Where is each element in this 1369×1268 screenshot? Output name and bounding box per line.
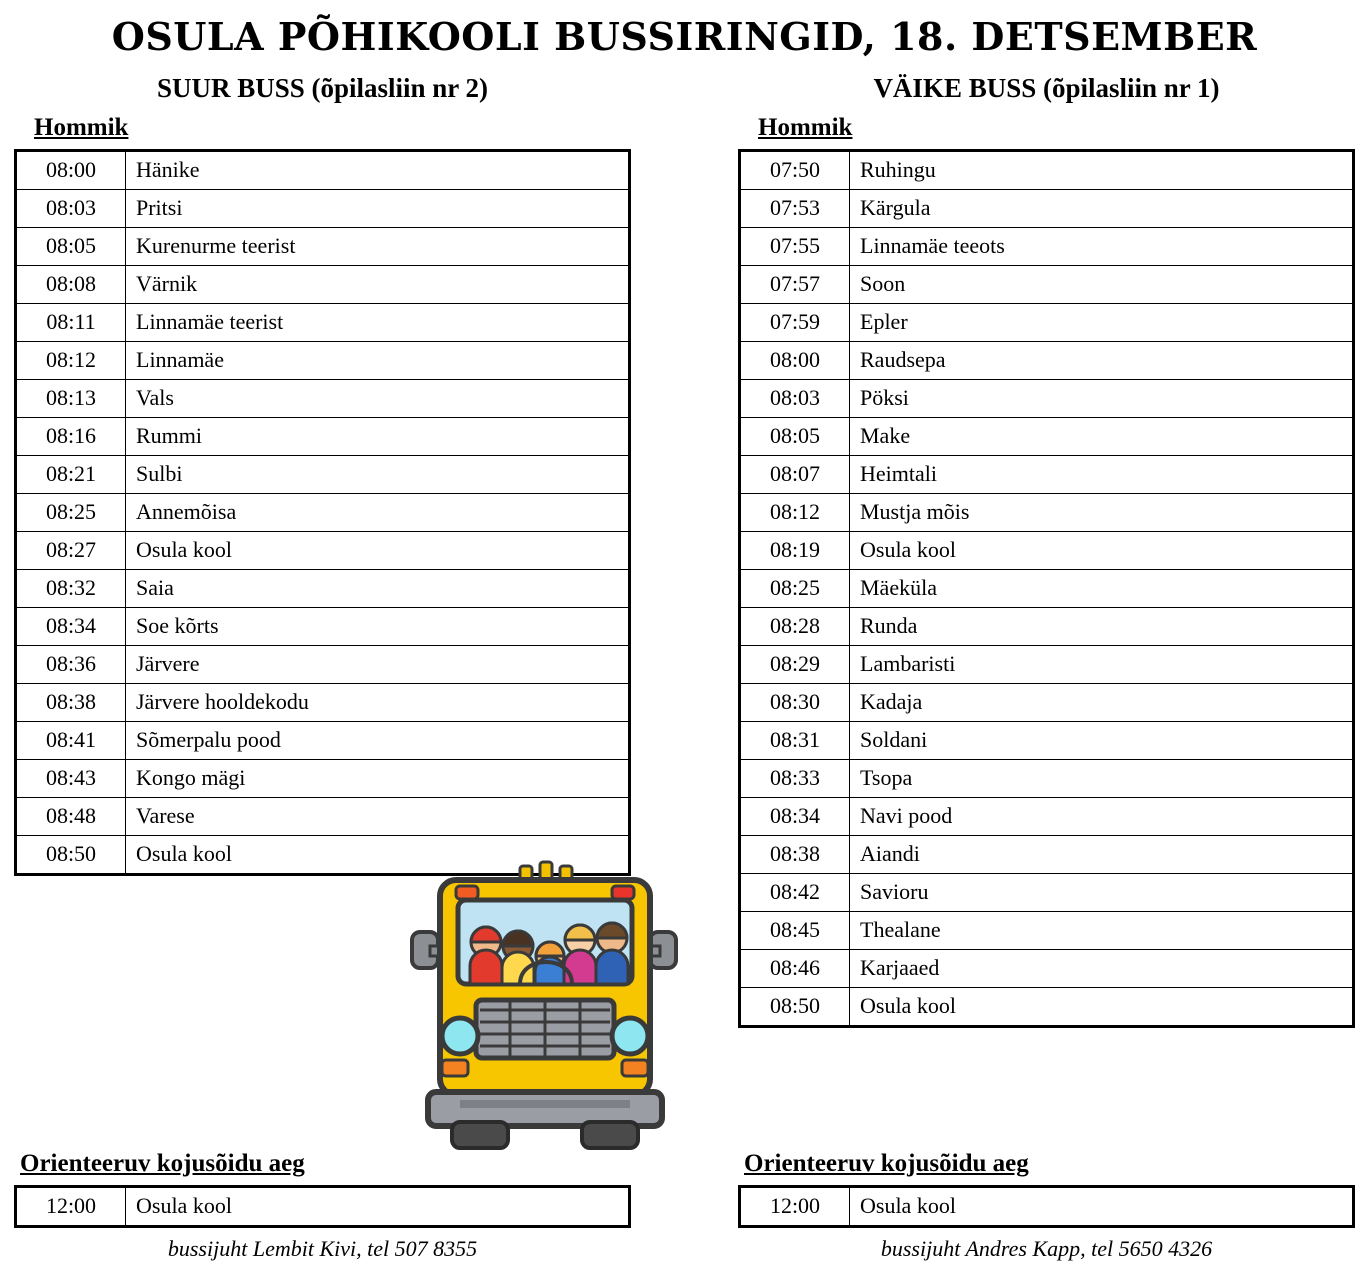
table-row [16,836,630,875]
stop-time: 08:42 [740,874,850,912]
stop-place: Pöksi [850,380,1354,418]
stop-time: 08:12 [16,342,126,380]
small-bus-return-table [738,1185,1355,1228]
stop-place: Vals [126,380,630,418]
stop-time: 08:21 [16,456,126,494]
stop-place: Sõmerpalu pood [126,722,630,760]
stop-time: 08:19 [740,532,850,570]
stop-place: Mäeküla [850,570,1354,608]
stop-time: 08:32 [16,570,126,608]
table-row [16,151,630,190]
table-row [16,190,630,228]
table-row [740,836,1354,874]
stop-time: 07:53 [740,190,850,228]
table-row [740,190,1354,228]
big-bus-morning-label: Hommik [34,114,129,141]
stop-place: Varese [126,798,630,836]
small-bus-morning-label: Hommik [758,114,853,141]
table-row [740,608,1354,646]
table-row [740,722,1354,760]
stop-time: 08:34 [740,798,850,836]
stop-time: 08:05 [16,228,126,266]
table-row [740,1187,1354,1227]
small-bus-return-label: Orienteeruv kojusõidu aeg [744,1150,1029,1177]
stop-place: Kongo mägi [126,760,630,798]
table-row [740,646,1354,684]
stop-place: Ruhingu [850,151,1354,190]
big-bus-morning-table [14,149,631,876]
stop-place: Osula kool [850,988,1354,1027]
stop-place: Karjaaed [850,950,1354,988]
stop-time: 08:38 [16,684,126,722]
stop-time: 08:30 [740,684,850,722]
stop-time: 08:46 [740,950,850,988]
table-row [16,342,630,380]
stop-place: Osula kool [850,532,1354,570]
stop-time: 07:55 [740,228,850,266]
stop-time: 08:43 [16,760,126,798]
stop-place: Raudsepa [850,342,1354,380]
stop-place: Annemõisa [126,494,630,532]
stop-time: 08:33 [740,760,850,798]
table-row [16,684,630,722]
stop-place: Osula kool [126,1187,630,1227]
table-row [740,950,1354,988]
stop-time: 08:03 [740,380,850,418]
stop-time: 08:16 [16,418,126,456]
table-row [16,760,630,798]
stop-place: Osula kool [126,836,630,875]
stop-place: Thealane [850,912,1354,950]
stop-time: 07:57 [740,266,850,304]
table-row [740,532,1354,570]
stop-place: Saia [126,570,630,608]
schedule-columns [0,73,1369,1028]
table-row [16,570,630,608]
stop-place: Linnamäe [126,342,630,380]
stop-time: 08:45 [740,912,850,950]
stop-place: Kurenurme teerist [126,228,630,266]
stop-time: 07:59 [740,304,850,342]
bottom-column-small-bus [734,1144,1359,1262]
stop-time: 08:00 [740,342,850,380]
table-row [16,266,630,304]
table-row [740,798,1354,836]
stop-place: Heimtali [850,456,1354,494]
stop-time: 08:29 [740,646,850,684]
small-bus-driver: bussijuht Andres Kapp, tel 5650 4326 [880,1236,1213,1261]
stop-place: Savioru [850,874,1354,912]
stop-time: 12:00 [16,1187,126,1227]
stop-place: Pritsi [126,190,630,228]
stop-place: Epler [850,304,1354,342]
table-row [740,570,1354,608]
column-small-bus [734,73,1359,1028]
stop-place: Make [850,418,1354,456]
stop-place: Osula kool [850,1187,1354,1227]
table-row [740,304,1354,342]
table-row [16,418,630,456]
page-title: OSULA PÕHIKOOLI BUSSIRINGID, 18. DETSEMBER [111,14,1258,59]
big-bus-return-label: Orienteeruv kojusõidu aeg [20,1150,305,1177]
table-row [740,418,1354,456]
bottom-column-big-bus [10,1144,635,1262]
table-row [740,151,1354,190]
stop-place: Tsopa [850,760,1354,798]
table-row [16,798,630,836]
stop-place: Järvere [126,646,630,684]
table-row [740,684,1354,722]
table-row [16,532,630,570]
stop-place: Aiandi [850,836,1354,874]
stop-time: 08:31 [740,722,850,760]
stop-place: Sulbi [126,456,630,494]
stop-time: 08:00 [16,151,126,190]
stop-time: 08:48 [16,798,126,836]
stop-time: 08:38 [740,836,850,874]
stop-place: Hänike [126,151,630,190]
table-row [740,494,1354,532]
small-bus-heading: VÄIKE BUSS (õpilasliin nr 1) [873,73,1220,103]
stop-place: Runda [850,608,1354,646]
table-row [740,874,1354,912]
stop-place: Kadaja [850,684,1354,722]
table-row [740,266,1354,304]
table-row [16,228,630,266]
stop-time: 08:07 [740,456,850,494]
stop-time: 08:50 [740,988,850,1027]
big-bus-return-table [14,1185,631,1228]
stop-time: 08:05 [740,418,850,456]
stop-time: 07:50 [740,151,850,190]
stop-place: Kärgula [850,190,1354,228]
stop-place: Mustja mõis [850,494,1354,532]
stop-time: 08:11 [16,304,126,342]
stop-time: 08:27 [16,532,126,570]
table-row [740,380,1354,418]
table-row [16,722,630,760]
stop-time: 08:13 [16,380,126,418]
stop-place: Lambaristi [850,646,1354,684]
stop-place: Järvere hooldekodu [126,684,630,722]
stop-place: Soon [850,266,1354,304]
table-row [16,646,630,684]
stop-time: 08:25 [16,494,126,532]
stop-time: 08:50 [16,836,126,875]
stop-time: 12:00 [740,1187,850,1227]
stop-place: Soe kõrts [126,608,630,646]
table-row [16,608,630,646]
stop-place: Soldani [850,722,1354,760]
table-row [16,456,630,494]
stop-time: 08:25 [740,570,850,608]
stop-time: 08:41 [16,722,126,760]
big-bus-heading: SUUR BUSS (õpilasliin nr 2) [156,73,489,103]
small-bus-morning-table [738,149,1355,1028]
stop-time: 08:36 [16,646,126,684]
stop-place: Linnamäe teeots [850,228,1354,266]
table-row [16,380,630,418]
table-row [740,228,1354,266]
table-row [740,912,1354,950]
table-row [740,456,1354,494]
column-big-bus [10,73,635,1028]
table-row [740,760,1354,798]
table-row [16,304,630,342]
stop-time: 08:08 [16,266,126,304]
return-and-drivers [0,1144,1369,1262]
stop-time: 08:28 [740,608,850,646]
table-row [16,494,630,532]
table-row [740,342,1354,380]
stop-place: Linnamäe teerist [126,304,630,342]
table-row [740,988,1354,1027]
big-bus-driver: bussijuht Lembit Kivi, tel 507 8355 [167,1236,478,1261]
stop-place: Rummi [126,418,630,456]
stop-time: 08:12 [740,494,850,532]
table-row [16,1187,630,1227]
stop-place: Navi pood [850,798,1354,836]
stop-place: Värnik [126,266,630,304]
stop-time: 08:03 [16,190,126,228]
stop-time: 08:34 [16,608,126,646]
stop-place: Osula kool [126,532,630,570]
